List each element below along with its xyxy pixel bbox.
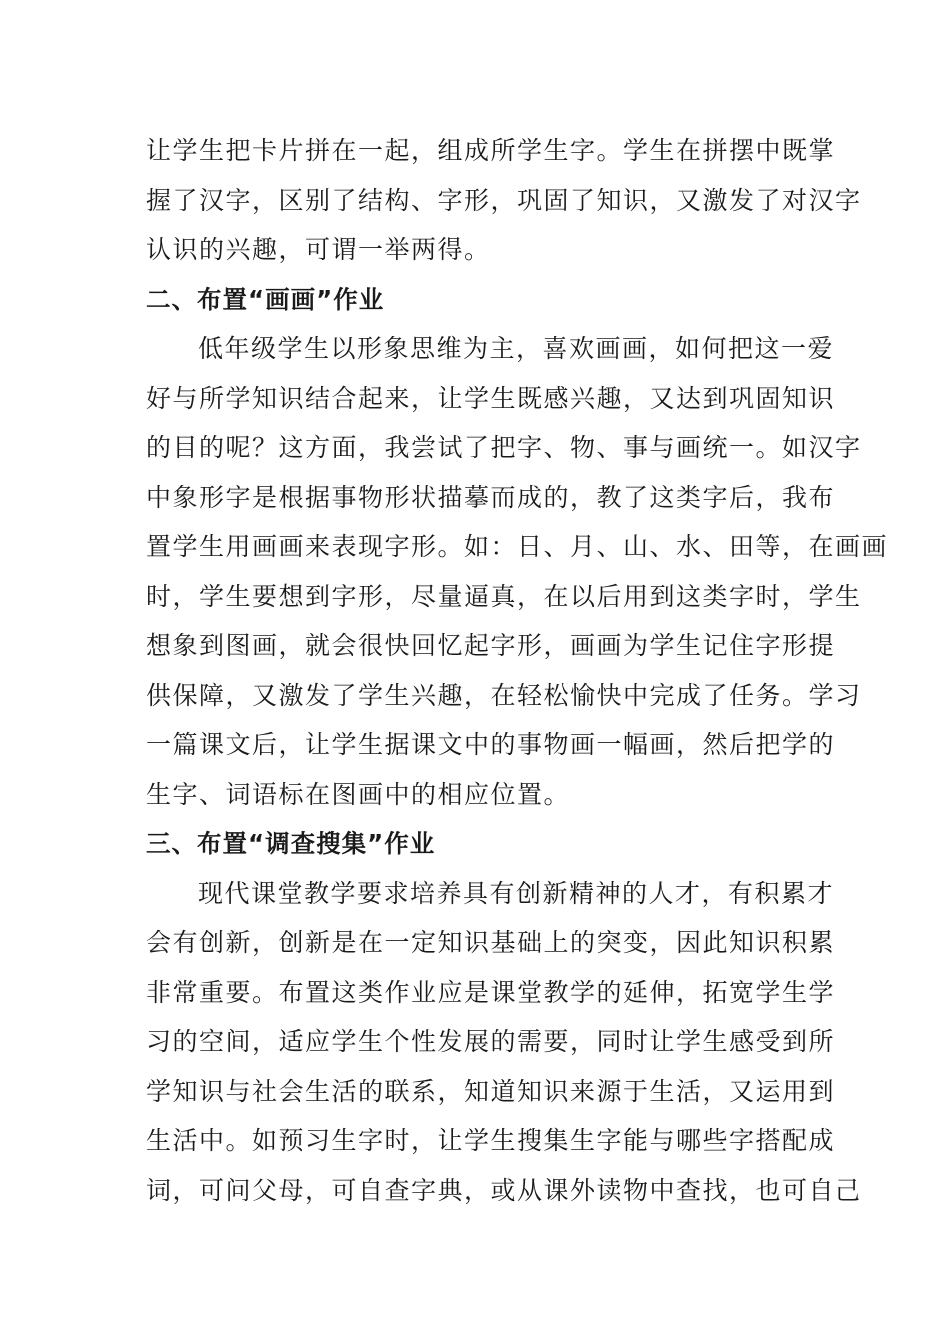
paragraph-first-line: 现代课堂教学要求培养具有创新精神的人才，有积累才 xyxy=(198,878,835,908)
text-line: 好与所学知识结合起来，让学生既感兴趣，又达到巩固知识 xyxy=(146,383,836,413)
text-line: 学知识与社会生活的联系，知道知识来源于生活，又运用到 xyxy=(146,1076,836,1106)
text-line: 握了汉字，区别了结构、字形，巩固了知识，又激发了对汉字 xyxy=(146,185,862,215)
text-line: 非常重要。布置这类作业应是课堂教学的延伸，拓宽学生学 xyxy=(146,977,836,1007)
text-line: 生字、词语标在图画中的相应位置。 xyxy=(146,779,571,809)
text-line: 生活中。如预习生字时，让学生搜集生字能与哪些字搭配成 xyxy=(146,1126,836,1155)
text-line: 置学生用画画来表现字形。如：日、月、山、水、田等，在画画 xyxy=(146,532,889,561)
section-heading-2: 二、布置“画画”作业 xyxy=(146,284,385,314)
text-line: 习的空间，适应学生个性发展的需要，同时让学生感受到所 xyxy=(146,1027,836,1056)
section-heading-3: 三、布置“调查搜集”作业 xyxy=(146,829,436,858)
text-line: 时，学生要想到字形，尽量逼真，在以后用到这类字时，学生 xyxy=(146,581,862,611)
document-page xyxy=(146,126,889,1215)
text-line: 想象到图画，就会很快回忆起字形，画画为学生记住字形提 xyxy=(146,631,836,660)
text-line: 认识的兴趣，可谓一举两得。 xyxy=(146,235,491,264)
text-line: 中象形字是根据事物形状描摹而成的，教了这类字后，我布 xyxy=(146,482,836,512)
text-line: 一篇课文后，让学生据课文中的事物画一幅画，然后把学的 xyxy=(146,730,836,759)
text-line: 让学生把卡片拼在一起，组成所学生字。学生在拼摆中既掌 xyxy=(146,136,836,165)
paragraph-first-line: 低年级学生以形象思维为主，喜欢画画，如何把这一爱 xyxy=(198,334,835,363)
text-line: 词，可问父母，可自查字典，或从课外读物中查找，也可自己 xyxy=(146,1175,862,1205)
text-line: 会有创新，创新是在一定知识基础上的突变，因此知识积累 xyxy=(146,928,836,957)
text-line: 的目的呢？这方面，我尝试了把字、物、事与画统一。如汉字 xyxy=(146,433,862,462)
text-line: 供保障，又激发了学生兴趣，在轻松愉快中完成了任务。学习 xyxy=(146,680,862,710)
